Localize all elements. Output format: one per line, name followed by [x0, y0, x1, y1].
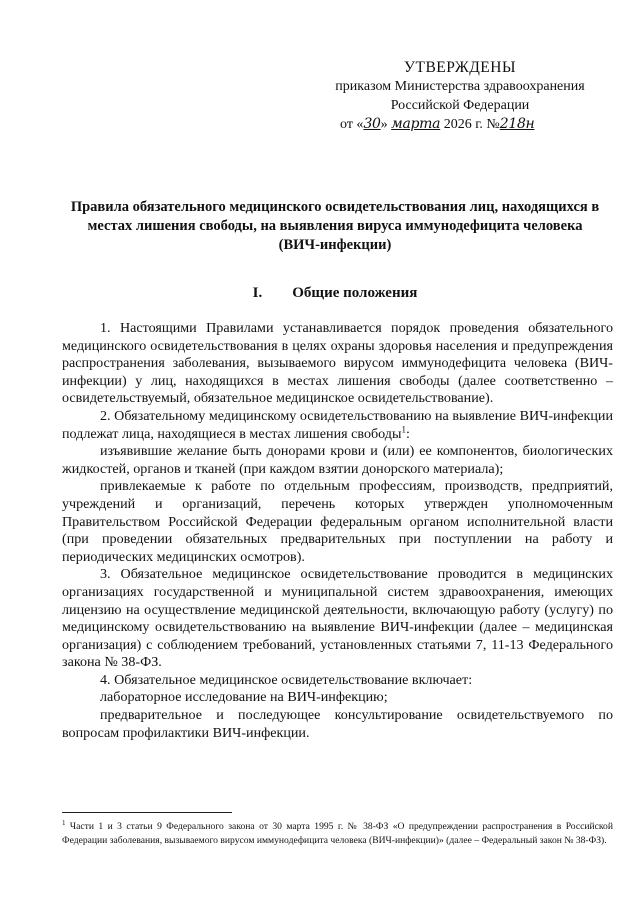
section-heading	[70, 285, 600, 302]
date-mid: »	[380, 117, 392, 132]
paragraph-2-tail: :	[405, 425, 410, 442]
date-prefix: от «	[340, 117, 364, 132]
paragraph-2	[62, 408, 613, 443]
list-item-lab-test: лабораторное исследование на ВИЧ-инфекцию;	[100, 689, 388, 706]
body-text	[62, 320, 613, 742]
paragraph-3: 3. Обязательное медицинское освидетельствование проводится в медицинских организациях государственной и муниципальной систем здравоохранения, имеющих лицензию на осуществление медицинской деятельности, включающую работу (услугу) по медицинскому освидетельствованию на выявление ВИЧ-инфекции (далее – медицинская организация) с соблюдением требований, установленных статьями 7, 11-13 Федерального закона № 38-ФЗ.	[62, 566, 613, 671]
approval-country-line: Российской Федерации	[390, 98, 530, 113]
paragraph-4: 4. Обязательное медицинское освидетельствование включает:	[100, 671, 473, 688]
document-title: Правила обязательного медицинского освидетельствования лиц, находящихся в местах лишения свободы, на выявления вируса иммунодефицита человека (ВИЧ-инфекции)	[70, 199, 600, 253]
section-title: Общие положения	[292, 285, 418, 301]
list-item-donors: изъявившие желание быть донорами крови и (или) ее компонентов, биологических жидкостей, органов и тканей (при каждом взятии донорского материала);	[62, 443, 613, 477]
paragraph-2-text: 2. Обязательному медицинскому освидетельствованию на выявление ВИЧ-инфекции подлежат лица, находящиеся в местах лишения свободы	[62, 407, 613, 442]
footnote	[62, 817, 613, 847]
list-item-workers: привлекаемые к работе по отдельным профессиям, производств, предприятий, учреждений и организаций, перечень которых утвержден уполномоченным Правительством Российской Федерации федеральным органом исполнительной власти (при проведении обязательных предварительных при поступлении на работу и периодических медицинских осмотров).	[62, 478, 613, 565]
footnote-reference[interactable]: 1	[401, 423, 406, 434]
footnote-marker: 1	[62, 819, 66, 827]
section-number: I.	[252, 285, 263, 301]
list-item-counseling: предварительное и последующее консультирование освидетельствуемого по вопросам профилактики ВИЧ-инфекции.	[62, 707, 613, 741]
approval-heading: УТВЕРЖДЕНЫ	[404, 59, 516, 76]
date-month-handwritten: марта	[391, 116, 441, 132]
date-year: 2026 г. №	[440, 117, 500, 132]
date-day-handwritten: 30	[363, 116, 381, 132]
approval-block	[330, 58, 590, 134]
footnote-text: Части 1 и 3 статьи 9 Федерального закона от 30 марта 1995 г. № 38-ФЗ «О предупреждении распространения в Российской Федерации заболевания, вызываемого вирусом иммунодефицита человека (ВИЧ-инфекции)» (далее – Федеральный закон № 38-ФЗ).	[62, 821, 613, 846]
approval-order-line: приказом Министерства здравоохранения	[335, 79, 585, 94]
footnote-divider	[62, 812, 232, 813]
order-number-handwritten: 218н	[499, 116, 535, 132]
approval-date-line	[330, 115, 590, 134]
paragraph-1: 1. Настоящими Правилами устанавливается порядок проведения обязательного медицинского освидетельствования в целях охраны здоровья населения и предупреждения распространения заболевания, вызываемого вирусом иммунодефицита человека (ВИЧ-инфекции) у лиц, находящихся в местах лишения свободы (далее соответственно – освидетельствуемый, обязательное медицинское освидетельствование).	[62, 320, 613, 407]
